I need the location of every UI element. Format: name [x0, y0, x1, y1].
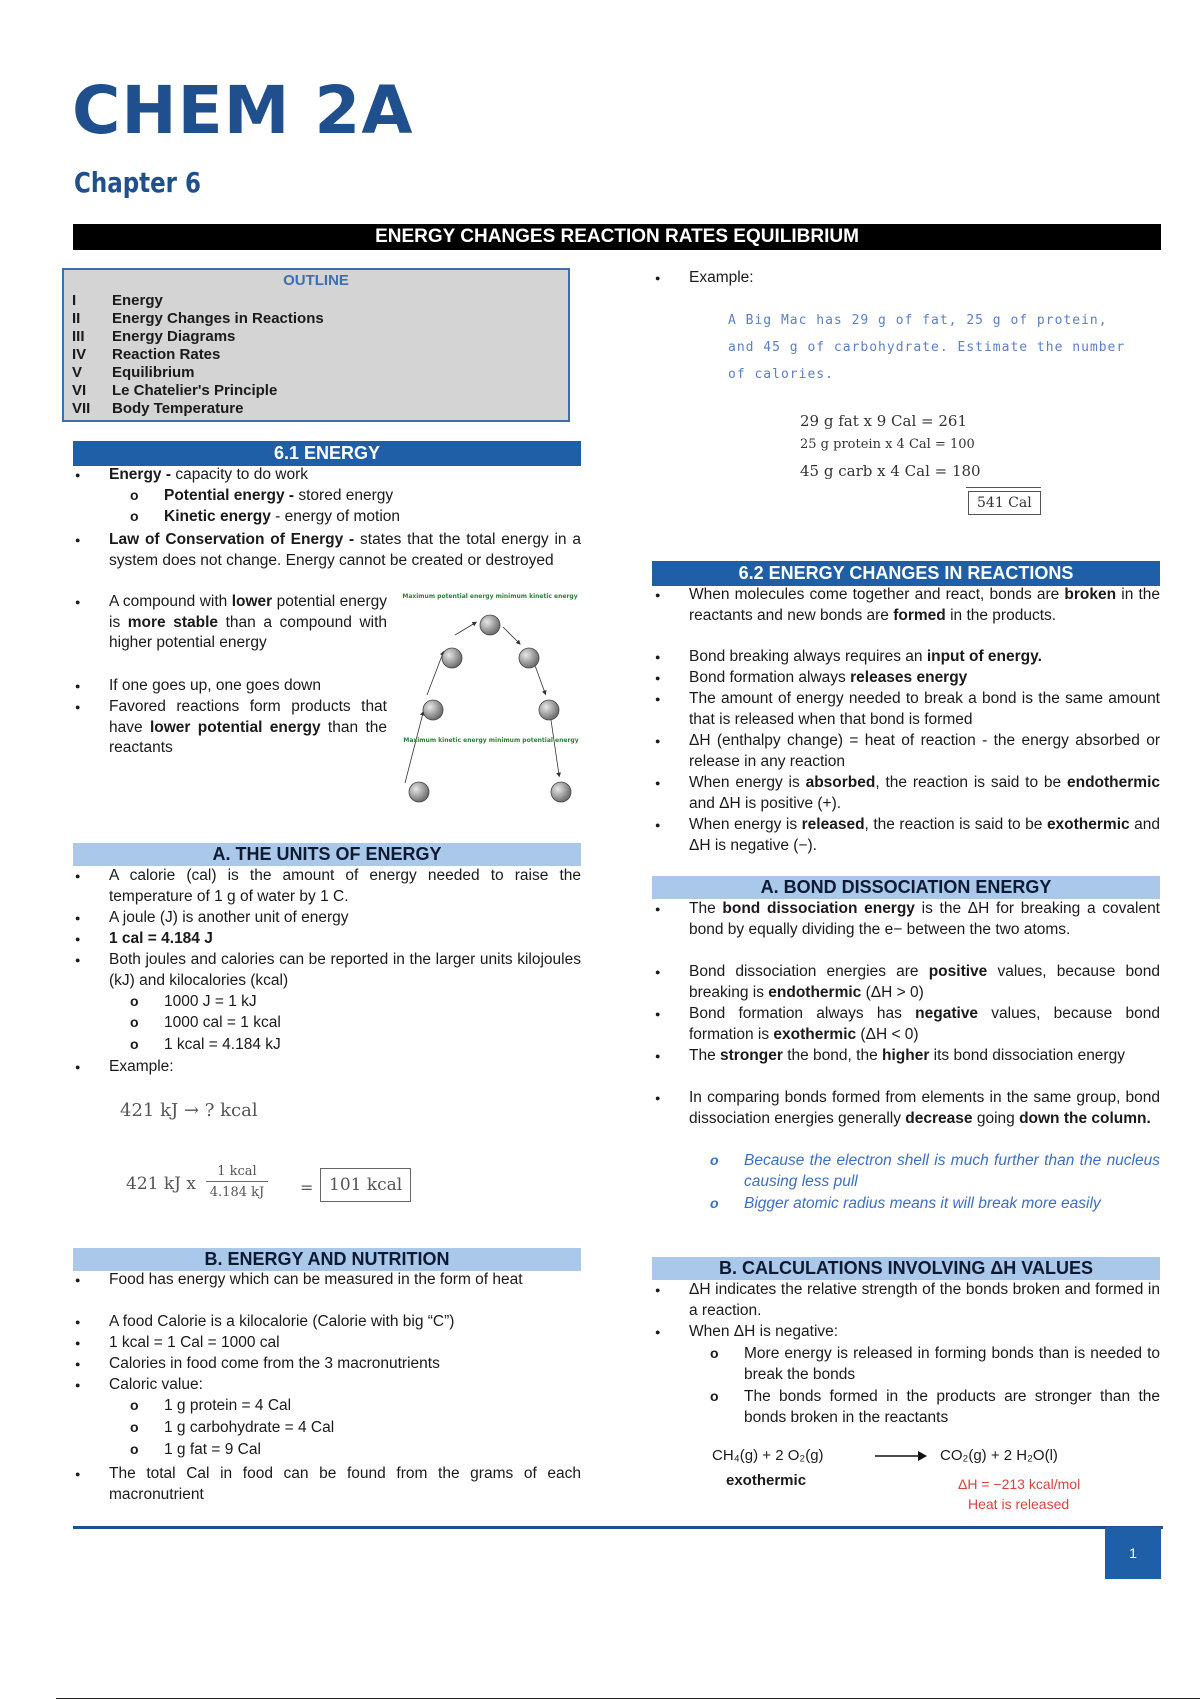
- ball-icon: [539, 700, 559, 720]
- handwritten-question-line: and 45 g of carbohydrate. Estimate the number: [728, 340, 1126, 355]
- handwritten-equals: =: [300, 1178, 314, 1197]
- handwritten-calc-row: 25 g protein x 4 Cal = 100: [800, 437, 975, 452]
- list-item: ● The bond dissociation energy is the ΔH for breaking a covalent bond by equally dividing the e− between the two atoms.: [689, 899, 1160, 940]
- chapter-label: Chapter 6: [74, 166, 201, 199]
- outline-box: [62, 268, 570, 422]
- diagram-top-label: Maximum potential energy minimum kinetic energy: [402, 593, 578, 600]
- handwritten-question-line: of calories.: [728, 367, 834, 382]
- handwritten-question: 421 kJ → ? kcal: [120, 1100, 258, 1121]
- list-item: ● Law of Conservation of Energy - states that the total energy in a system does not change. Energy cannot be created or destroyed: [109, 530, 581, 571]
- page-number: 1: [1105, 1527, 1161, 1579]
- list-item: o More energy is released in forming bonds than is needed to break the bonds: [744, 1344, 1160, 1385]
- topic-bar: ENERGY CHANGES REACTION RATES EQUILIBRIUM: [73, 224, 1161, 250]
- list-item: ● Bond dissociation energies are positive values, because bond breaking is endothermic (ΔH > 0): [689, 962, 1160, 1003]
- ball-icon: [519, 648, 539, 668]
- handwritten-calc-row: 45 g carb x 4 Cal = 180: [800, 462, 981, 480]
- list-item: ● When molecules come together and react, bonds are broken in the reactants and new bonds are formed in the products.: [689, 585, 1160, 626]
- outline-item: IV Reaction Rates: [72, 346, 221, 363]
- heat-released-note: Heat is released: [968, 1496, 1070, 1512]
- list-item: ● Caloric value:: [109, 1375, 581, 1396]
- list-item: ● 1 cal = 4.184 J: [109, 929, 581, 950]
- list-item: ● Food has energy which can be measured in the form of heat: [109, 1270, 581, 1291]
- outline-item: V Equilibrium: [72, 364, 195, 381]
- list-item: ● When energy is released, the reaction is said to be exothermic and ΔH is negative (−).: [689, 815, 1160, 856]
- list-item: o 1000 cal = 1 kcal: [164, 1013, 464, 1034]
- calc-section-title: B. CALCULATIONS INVOLVING ΔH VALUES: [652, 1257, 1160, 1280]
- handwritten-answer: 101 kcal: [320, 1168, 411, 1202]
- ball-icon: [423, 700, 443, 720]
- list-item: ● The amount of energy needed to break a bond is the same amount that is released when that bond is formed: [689, 689, 1160, 730]
- list-item: ● A compound with lower potential energy is more stable than a compound with higher potential energy: [109, 592, 387, 654]
- list-item: o Kinetic energy - energy of motion: [164, 507, 581, 528]
- list-item: o 1000 J = 1 kJ: [164, 992, 464, 1013]
- list-item: ● When energy is absorbed, the reaction is said to be endothermic and ΔH is positive (+).: [689, 773, 1160, 814]
- list-item: ● A calorie (cal) is the amount of energy needed to raise the temperature of 1 g of water by 1 C.: [109, 866, 581, 907]
- outline-item: I Energy: [72, 292, 163, 309]
- bottom-divider: [56, 1698, 1200, 1699]
- list-item: o The bonds formed in the products are stronger than the bonds broken in the reactants: [744, 1387, 1160, 1428]
- diagram-mid-label: Maximum kinetic energy minimum potential energy: [403, 737, 579, 744]
- outline-item: VII Body Temperature: [72, 400, 244, 417]
- list-item: ● Both joules and calories can be reported in the larger units kilojoules (kJ) and kilocalories (kcal): [109, 950, 581, 991]
- footer-rule: [73, 1526, 1163, 1529]
- list-item: ● 1 kcal = 1 Cal = 1000 cal: [109, 1333, 581, 1354]
- handwritten-calc-left: 421 kJ x: [126, 1174, 196, 1194]
- outline-item: III Energy Diagrams: [72, 328, 236, 345]
- section-6-2-title: 6.2 ENERGY CHANGES IN REACTIONS: [652, 561, 1160, 586]
- units-section-title: A. THE UNITS OF ENERGY: [73, 843, 581, 866]
- handwritten-question-line: A Big Mac has 29 g of fat, 25 g of protein,: [728, 313, 1108, 328]
- list-item: o Because the electron shell is much further than the nucleus causing less pull: [744, 1151, 1160, 1192]
- ball-icon: [551, 782, 571, 802]
- list-item: ● Energy - capacity to do work: [109, 465, 581, 486]
- ball-icon: [409, 782, 429, 802]
- list-item: o 1 g carbohydrate = 4 Cal: [164, 1418, 464, 1439]
- exothermic-label: exothermic: [726, 1472, 807, 1489]
- list-item: ● Calories in food come from the 3 macronutrients: [109, 1354, 581, 1375]
- handwritten-fraction: 1 kcal 4.184 kJ: [206, 1164, 268, 1200]
- equation-products: CO₂(g) + 2 H₂O(l): [940, 1447, 1058, 1464]
- outline-title: OUTLINE: [283, 272, 349, 289]
- list-item: o Bigger atomic radius means it will break more easily: [744, 1194, 1160, 1215]
- list-item: ● Bond breaking always requires an input of energy.: [689, 647, 1160, 668]
- list-item: ● A joule (J) is another unit of energy: [109, 908, 581, 929]
- sum-line: [966, 487, 1041, 488]
- bde-section-title: A. BOND DISSOCIATION ENERGY: [652, 876, 1160, 899]
- section-6-1-title: 6.1 ENERGY: [73, 441, 581, 466]
- handwritten-calc-row: 29 g fat x 9 Cal = 261: [800, 412, 968, 430]
- list-item: ● A food Calorie is a kilocalorie (Calorie with big “C”): [109, 1312, 581, 1333]
- list-item: ● Bond formation always has negative values, because bond formation is exothermic (ΔH < 0): [689, 1004, 1160, 1045]
- reaction-arrow-icon: [874, 1449, 928, 1463]
- list-item: o Potential energy - stored energy: [164, 486, 581, 507]
- list-item: ● In comparing bonds formed from elements in the same group, bond dissociation energies generally decrease going down the column.: [689, 1088, 1160, 1129]
- list-item: ● If one goes up, one goes down: [109, 676, 387, 697]
- list-item: ● When ΔH is negative:: [689, 1322, 1160, 1343]
- list-item: ● Bond formation always releases energy: [689, 668, 1160, 689]
- list-item: ● Favored reactions form products that have lower potential energy than the reactants: [109, 697, 387, 759]
- list-item: ● The stronger the bond, the higher its bond dissociation energy: [689, 1046, 1160, 1067]
- list-item: o 1 kcal = 4.184 kJ: [164, 1035, 464, 1056]
- handwritten-total: 541 Cal: [968, 491, 1041, 515]
- list-item: ● The total Cal in food can be found from the grams of each macronutrient: [109, 1464, 581, 1505]
- equation-reactants: CH₄(g) + 2 O₂(g): [712, 1447, 824, 1464]
- list-item: ● ΔH indicates the relative strength of the bonds broken and formed in a reaction.: [689, 1280, 1160, 1321]
- ball-icon: [442, 648, 462, 668]
- outline-item: II Energy Changes in Reactions: [72, 310, 324, 327]
- ball-icon: [480, 615, 500, 635]
- page-title: CHEM 2A: [72, 72, 414, 149]
- nutrition-section-title: B. ENERGY AND NUTRITION: [73, 1248, 581, 1271]
- list-item: o 1 g protein = 4 Cal: [164, 1396, 464, 1417]
- delta-h-value: ΔH = −213 kcal/mol: [958, 1476, 1081, 1492]
- energy-ball-diagram: [395, 585, 585, 810]
- list-item: ● Example:: [109, 1057, 409, 1078]
- list-item: ● Example:: [689, 268, 889, 289]
- list-item: ● ΔH (enthalpy change) = heat of reaction - the energy absorbed or release in any reaction: [689, 731, 1160, 772]
- outline-item: VI Le Chatelier's Principle: [72, 382, 278, 399]
- list-item: o 1 g fat = 9 Cal: [164, 1440, 464, 1461]
